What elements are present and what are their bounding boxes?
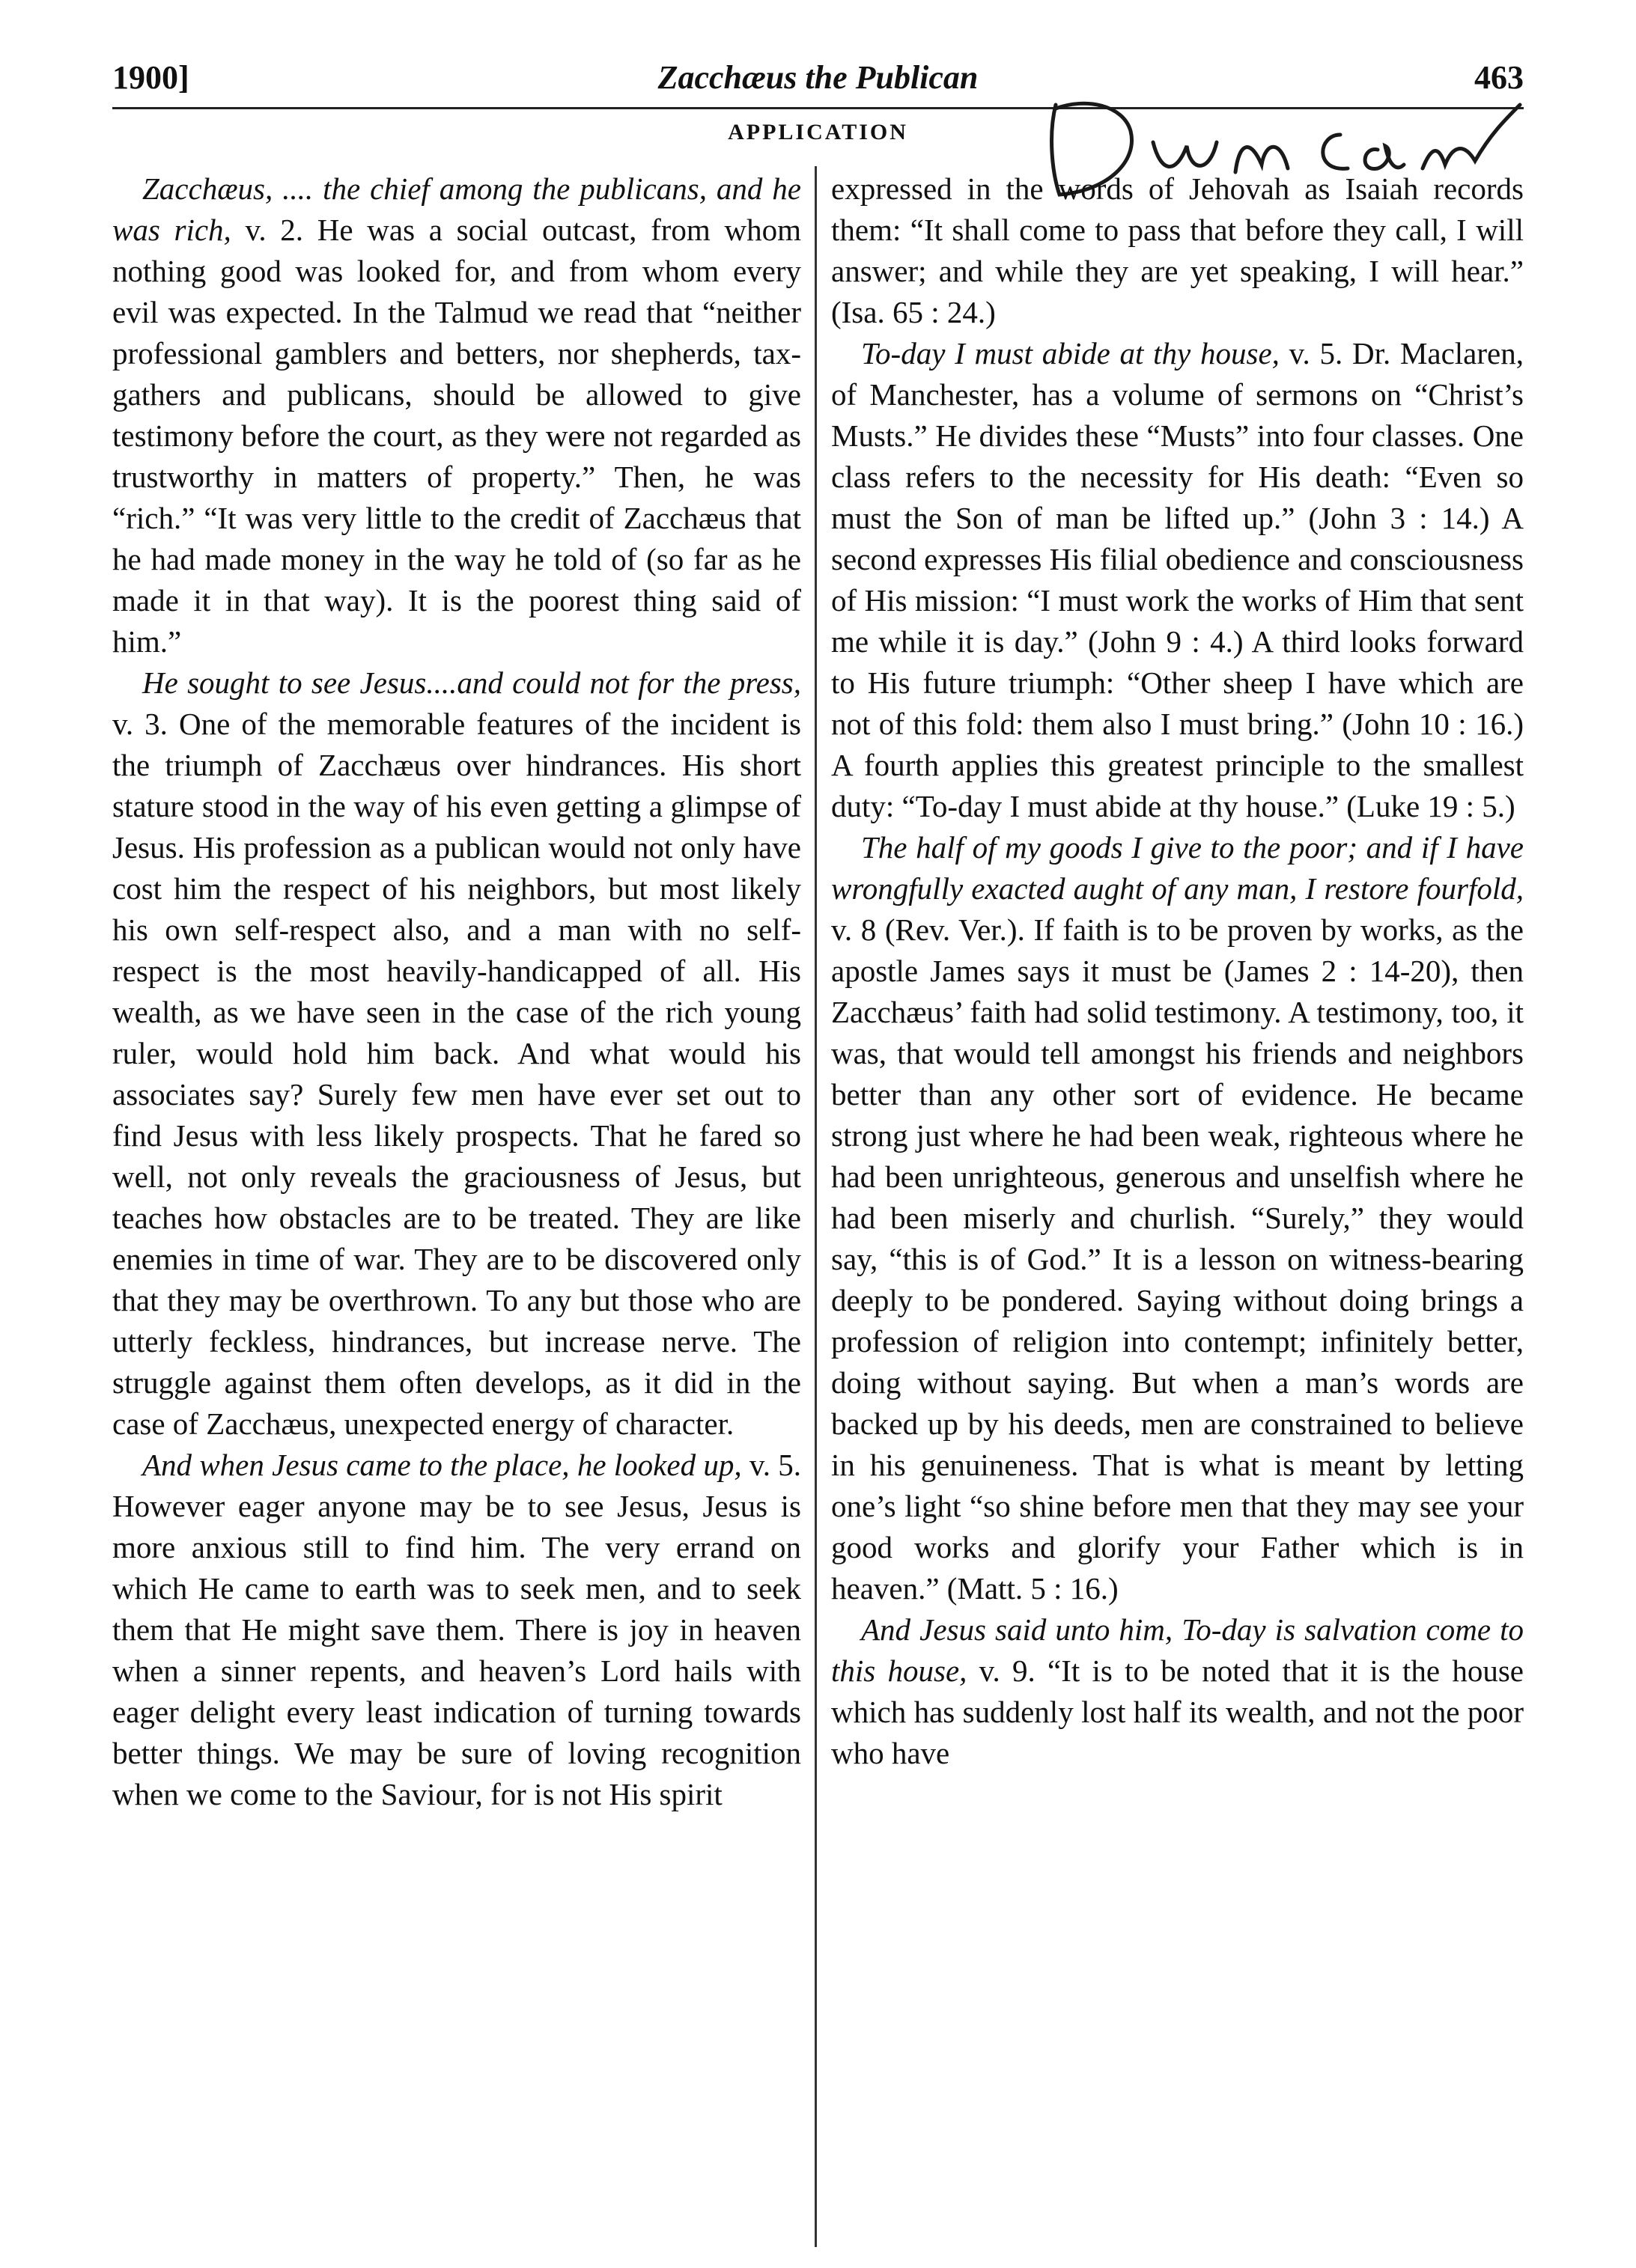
paragraph-continuation	[831, 168, 1524, 333]
scripture-lead: And Jesus said unto him, To-day is salvation come to this house,	[831, 1612, 1524, 1688]
running-title: Zacchæus the Publican	[657, 59, 979, 96]
scripture-lead: Zacchæus, .... the chief among the publicans, and he was rich,	[112, 171, 801, 247]
scripture-lead: And when Jesus came to the place, he looked up,	[142, 1448, 742, 1482]
paragraph-salvation-come	[831, 1609, 1524, 1774]
column-divider	[815, 166, 817, 2247]
paragraph-body: v. 3. One of the memorable features of the incident is the triumph of Zacchæus over hindrances. His short stature stood in the way of his even getting a glimpse of Jesus. His profession as a publican would not only have cost him the respect of his neighbors, but most likely his own self-respect also, and a man with no self-respect is the most heavily-handicapped of all. His wealth, as we have seen in the case of the rich young ruler, would hold him back. And what would his associates say? Surely few men have ever set out to find Jesus with less likely prospects. That he fared so well, not only reveals the graciousness of Jesus, but teaches how obstacles are to be treated. They are like enemies in time of war. They are to be discovered only that they may be overthrown. To any but those who are utterly feckless, hindrances, but increase nerve. The struggle against them often develops, as it did in the case of Zacchæus, unexpected energy of character.	[112, 707, 801, 1441]
paragraph-chief-of-publicans	[112, 168, 801, 662]
paragraph-body: v. 2. He was a social outcast, from whom nothing good was looked for, and from whom every evil was expected. In the Talmud we read that “neither professional gamblers and betters, nor shepherds, tax-gathers and publicans, should be allowed to give testimony before the court, as they were not regarded as trustworthy in matters of property.” Then, he was “rich.” “It was very little to the credit of Zacchæus that he had made money in the way he told of (so far as he made it in that way). It is the poorest thing said of him.”	[112, 213, 801, 659]
page-number: 463	[1474, 59, 1524, 96]
paragraph-half-of-my-goods	[831, 827, 1524, 1609]
scripture-lead: To-day I must abide at thy house,	[861, 336, 1280, 371]
paragraph-body: v. 9. “It is to be noted that it is the house which has suddenly lost half its wealth, and not the poor who have	[831, 1653, 1524, 1770]
paragraph-he-looked-up	[112, 1445, 801, 1815]
paragraph-body: v. 5. However eager anyone may be to see Jesus, Jesus is more anxious still to find him. The very errand on which He came to earth was to seek men, and to seek them that He might save them. There is joy in heaven when a sinner repents, and heaven’s Lord hails with eager delight every least indication of turning towards better things. We may be sure of loving recognition when we come to the Saviour, for is not His spirit	[112, 1448, 801, 1811]
paragraph-sought-to-see-jesus	[112, 662, 801, 1445]
paragraph-body: v. 8 (Rev. Ver.). If faith is to be proven by works, as the apostle James says it must be (James 2 : 14-20), then Zacchæus’ faith had solid testimony. A testimony, too, it was, that would tell amongst his friends and neighbors better than any other sort of evidence. He became strong just where he had been weak, righteous where he had been unrighteous, generous and unselfish where he had been miserly and churlish. “Surely,” they would say, “this is of God.” It is a lesson on witness-bearing deeply to be pondered. Saying without doing brings a profession of religion into contempt; infinitely better, doing without saying. But when a man’s words are backed up by his deeds, men are constrained to believe in his genuineness. That is what is meant by letting one’s light “so shine before men that they may see your good works and glorify your Father which is in heaven.” (Matt. 5 : 16.)	[831, 912, 1524, 1606]
scripture-lead: He sought to see Jesus....and could not for the press,	[142, 665, 801, 700]
section-heading: APPLICATION	[728, 120, 908, 144]
year-marker: 1900]	[112, 59, 189, 96]
left-column	[112, 168, 801, 2242]
paragraph-body: v. 5. Dr. Maclaren, of Manchester, has a volume of sermons on “Christ’s Musts.” He divides these “Musts” into four classes. One class refers to the necessity for His death: “Even so must the Son of man be lifted up.” (John 3 : 14.) A second expresses His filial obedience and consciousness of His mission: “I must work the works of Him that sent me while it is day.” (John 9 : 4.) A third looks forward to His future triumph: “Other sheep I have which are not of this fold: them also I must bring.” (John 10 : 16.) A fourth applies this greatest principle to the smallest duty: “To-day I must abide at thy house.” (Luke 19 : 5.)	[831, 336, 1524, 823]
scripture-lead: The half of my goods I give to the poor; and if I have wrongfully exacted aught of any man, I restore fourfold,	[831, 830, 1524, 906]
right-column	[831, 168, 1524, 2242]
paragraph-body: expressed in the words of Jehovah as Isaiah records them: “It shall come to pass that before they call, I will answer; and while they are yet speaking, I will hear.” (Isa. 65 : 24.)	[831, 171, 1524, 329]
paragraph-abide-at-thy-house	[831, 333, 1524, 827]
